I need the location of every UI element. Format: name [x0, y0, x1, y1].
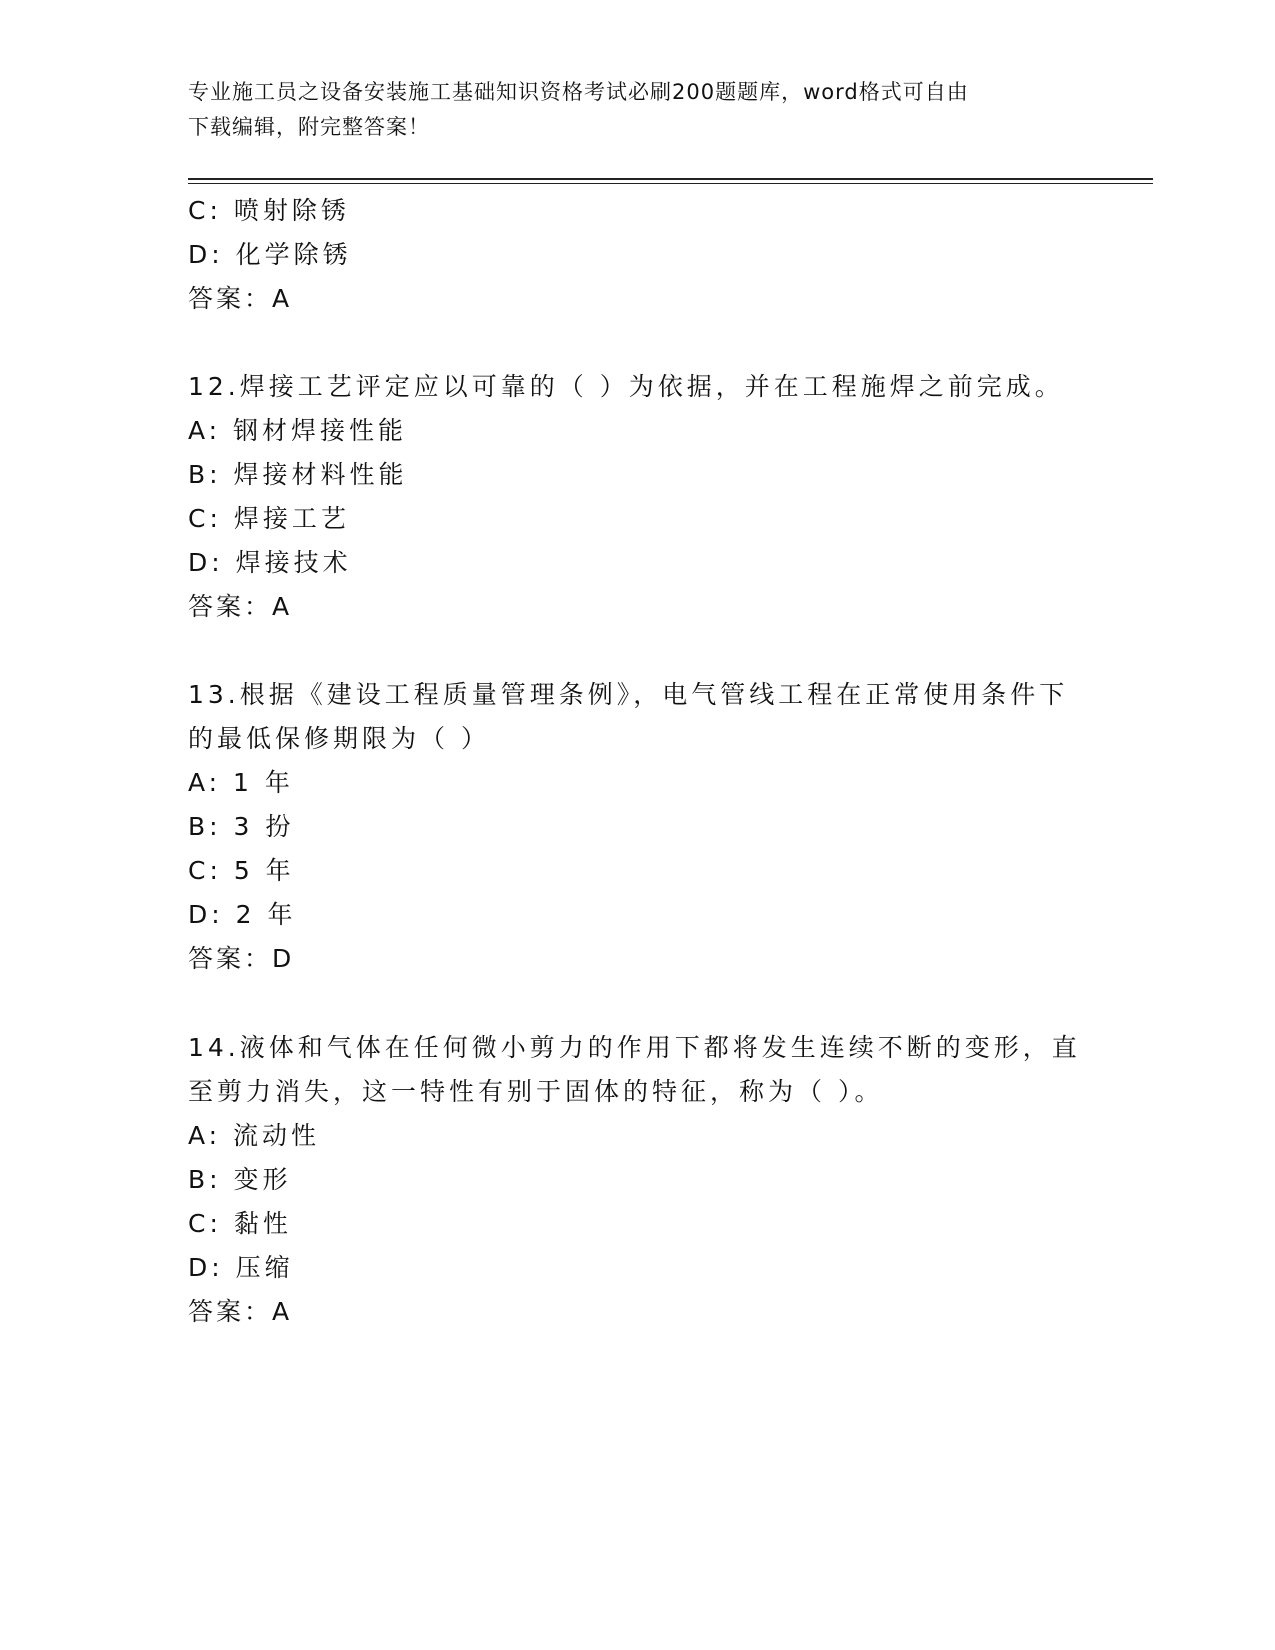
header-divider-thick — [188, 178, 1153, 180]
answer: 答案：A — [188, 284, 293, 313]
header-line-1: 专业施工员之设备安装施工基础知识资格考试必刷200题题库，word格式可自由 — [188, 80, 969, 104]
question-stem-line-2: 的最低保修期限为（ ） — [188, 724, 490, 753]
option-d: D: 焊接技术 — [188, 548, 352, 577]
header-line-2: 下载编辑，附完整答案！ — [188, 115, 430, 139]
option-c: C: 焊接工艺 — [188, 504, 350, 533]
option-d: D: 压缩 — [188, 1253, 294, 1282]
answer: 答案：A — [188, 592, 293, 621]
question-stem-line-1: 14.液体和气体在任何微小剪力的作用下都将发生连续不断的变形，直 — [188, 1033, 1081, 1062]
option-c: C: 喷射除锈 — [188, 196, 350, 225]
option-c: C: 5 年 — [188, 856, 295, 885]
option-a: A: 流动性 — [188, 1121, 321, 1150]
document-header — [188, 75, 1078, 145]
option-a: A: 钢材焊接性能 — [188, 416, 408, 445]
option-d: D: 2 年 — [188, 900, 297, 929]
option-d: D: 化学除锈 — [188, 240, 352, 269]
answer: 答案：A — [188, 1297, 293, 1326]
question-stem-line-2: 至剪力消失，这一特性有别于固体的特征，称为（ ）。 — [188, 1077, 884, 1106]
answer: 答案：D — [188, 944, 295, 973]
option-a: A: 1 年 — [188, 768, 294, 797]
option-b: B: 焊接材料性能 — [188, 460, 408, 489]
option-b: B: 变形 — [188, 1165, 292, 1194]
header-divider-thin — [188, 183, 1153, 184]
option-c: C: 黏性 — [188, 1209, 292, 1238]
question-stem-line-1: 13.根据《建设工程质量管理条例》，电气管线工程在正常使用条件下 — [188, 680, 1069, 709]
question-stem: 12.焊接工艺评定应以可靠的（ ）为依据，并在工程施焊之前完成。 — [188, 372, 1064, 401]
option-b: B: 3 扮 — [188, 812, 295, 841]
